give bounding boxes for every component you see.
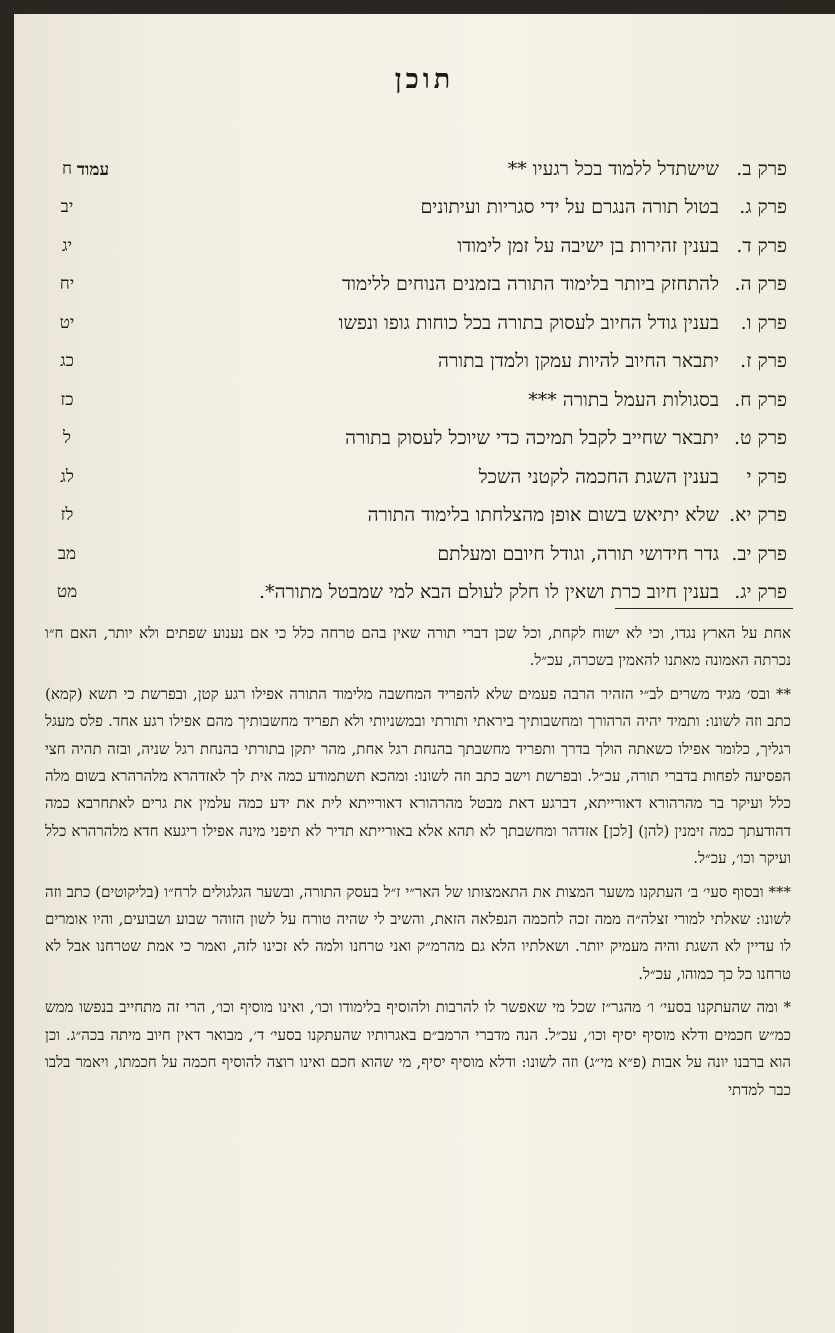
toc-chapter-title: בענין השגת החכמה לקטני השכל — [478, 465, 719, 488]
toc-row — [27, 189, 787, 228]
toc-chapter-label: פרק ח. — [734, 388, 787, 411]
toc-page-number: לג — [60, 466, 74, 487]
toc-chapter-title: בענין זהירות בן ישיבה על זמן לימודו — [457, 234, 719, 257]
footnote: אחת על הארץ נגדו, וכי לא ישוח לקחת, וכל שכן דברי תורה שאין בהם טרחה כלל כי אם נענוע שפתים ולא יותר, האם ח״ו נכרתה האמונה מאתנו להאמין בשכרה, עכ״ל. — [45, 624, 791, 670]
toc-page-number: יג — [61, 235, 73, 256]
toc-row — [27, 227, 787, 266]
footnote: *** ובסוף סעי׳ ב׳ העתקנו משער המצות את התאמצותו של האר״י ז״ל בעסק התורה, ובשער הגלגולים לרח״ו (בליקוטים) כתב וזה לשונו: שאלתי למורי זצלה״ה ממה זכה לחכמה הנפלאה הזאת, והשיב לי שהיה טורח על לשון הזוהר שבוע ושבועים, והיו אומרים לו עדיין לא השגת והיה מעמיק יותר. ושאלתיו הלא גם מהרמ״ק ואני טרחנו ולמה לא זכינו לזה, ואמר כי אמת שטרחנו אבל לא טרחנו כל כך כמוהו, עכ״ל. — [45, 882, 792, 983]
toc-row — [27, 420, 787, 459]
toc-chapter-title: בטול תורה הנגרם על ידי סגריות ועיתונים — [420, 196, 719, 219]
footnotes — [45, 620, 791, 1110]
toc-chapter-label: פרק ה. — [734, 273, 787, 296]
toc-row — [27, 574, 787, 613]
toc-page-number: יב — [60, 197, 74, 218]
toc-page-number: מב — [57, 543, 77, 564]
toc-chapter-title: בענין חיוב כרת ושאין לו חלק לעולם הבא למי שמבטל מתורה*. — [259, 581, 719, 604]
toc-page-number: יט — [59, 312, 75, 333]
toc-page-number: כז — [60, 389, 74, 410]
toc-chapter-title: שלא יתיאש בשום אופן מהצלחתו בלימוד התורה — [367, 504, 719, 527]
toc-chapter-label: פרק ו. — [740, 311, 787, 334]
page-title: תוכן — [394, 64, 455, 95]
toc-chapter-title: להתחזק ביותר בלימוד התורה בזמנים הנוחים ללימוד — [341, 273, 719, 296]
table-of-contents — [27, 150, 787, 612]
footnote-divider — [615, 608, 793, 609]
toc-chapter-title: גדר חידושי תורה, וגודל חיובם ומעלתם — [437, 542, 719, 565]
toc-chapter-label: פרק ז. — [740, 350, 787, 373]
toc-chapter-title: יתבאר החיוב להיות עמקן ולמדן בתורה — [438, 350, 719, 373]
toc-chapter-title: יתבאר שחייב לקבל תמיכה כדי שיוכל לעסוק בתורה — [345, 427, 719, 450]
toc-page-number: לז — [60, 505, 74, 526]
toc-chapter-label: פרק ב. — [736, 157, 787, 180]
toc-row — [27, 381, 787, 420]
footnote: ** ובס׳ מגיד משרים לב״י הזהיר הרבה פעמים שלא להפריד המחשבה מלימוד התורה אפילו רגע קטן, ובפרשת כי תשא (קמא) כתב וזה לשונו: ותמיד יהיה הרהורך ומחשבותיך ביראתי ותורתי ובמשניותי ולא תפריד מחשבותיך מהם אפילו רגע אחד. פלס מעגל רגליך, כלומר אפילו כשאתה הולך בדרך ותפריד מחשבתך בהנחת רגל אחת, מהר יתקן בתורתי בהנחת רגל שניה, ובזה תהיה חצי הפסיעה לפחות בדברי תורה, עכ״ל. ובפרשת וישב כתב וזה לשונו: ומהכא תשתמודע כמה אית לך לאזדהרא מלהרהרא בשום מלה כלל ועיקר בר מהרהורא דאורייתא, דברגע דאת מבטל מהרהורא דאורייתא לית את ידע כמה עלמין את גרים לאתחרבא כמה דהודעתך כמה זימנין (להן) [לכן] אזדהר ומחשבתך לא תהא אלא באורייתא תדיר לא תיפני מינה אפילו ריגעא חדא מלהרהרא כלל ועיקר וכו׳, עכ״ל. — [45, 684, 791, 868]
toc-row — [27, 304, 787, 343]
toc-chapter-label: פרק ט. — [733, 427, 787, 450]
toc-chapter-label: פרק יב. — [731, 542, 787, 565]
footnote: * ומה שהעתקנו בסעי׳ ו׳ מהגר״ז שכל מי שאפשר לו להרבות ולהוסיף בלימודו וכו׳, ואינו מוסיף וכו׳, הרי זה מתחייב בנפשו ממש כמ״ש חכמים ודלא מוסיף יסיף וכו׳, עכ״ל. הנה מדברי הרמב״ם באגרותיו שהעתקנו בסעי׳ ד׳, מבואר דאין חיוב מיתה בכה״ג. וכן הוא ברבנו יונה על אבות (פ״א מי״ג) וזה לשונו: ודלא מוסיף יסיף, מי שהוא חכם ואינו רוצה להוסיף חכמה על חכמתו, ויאמר בלבו כבר למדתי — [45, 998, 791, 1099]
toc-row — [27, 535, 787, 574]
toc-chapter-title: שישתדל ללמוד בכל רגעיו ** — [507, 157, 719, 180]
toc-page-number: ל — [63, 428, 71, 449]
toc-page-number: יח — [59, 274, 75, 295]
toc-chapter-label: פרק יא. — [729, 504, 787, 527]
toc-chapter-label: פרק ג. — [739, 196, 787, 219]
toc-chapter-label: פרק י — [746, 465, 787, 488]
toc-page-number: מט — [56, 582, 78, 603]
toc-row — [27, 266, 787, 305]
toc-row — [27, 150, 787, 189]
toc-row — [27, 343, 787, 382]
toc-chapter-label: פרק ד. — [736, 234, 787, 257]
toc-row — [27, 458, 787, 497]
page-content — [14, 14, 835, 1333]
toc-page-number: ח — [61, 158, 73, 179]
toc-page-number: כג — [60, 351, 74, 372]
toc-row — [27, 497, 787, 536]
book-page — [14, 14, 835, 1333]
toc-chapter-title: בענין גודל החיוב לעסוק בתורה בכל כוחות גופו ונפשו — [338, 311, 719, 334]
page-column-header: עמוד — [76, 160, 110, 180]
toc-chapter-title: בסגולות העמל בתורה *** — [528, 388, 719, 411]
toc-chapter-label: פרק יג. — [734, 581, 787, 604]
